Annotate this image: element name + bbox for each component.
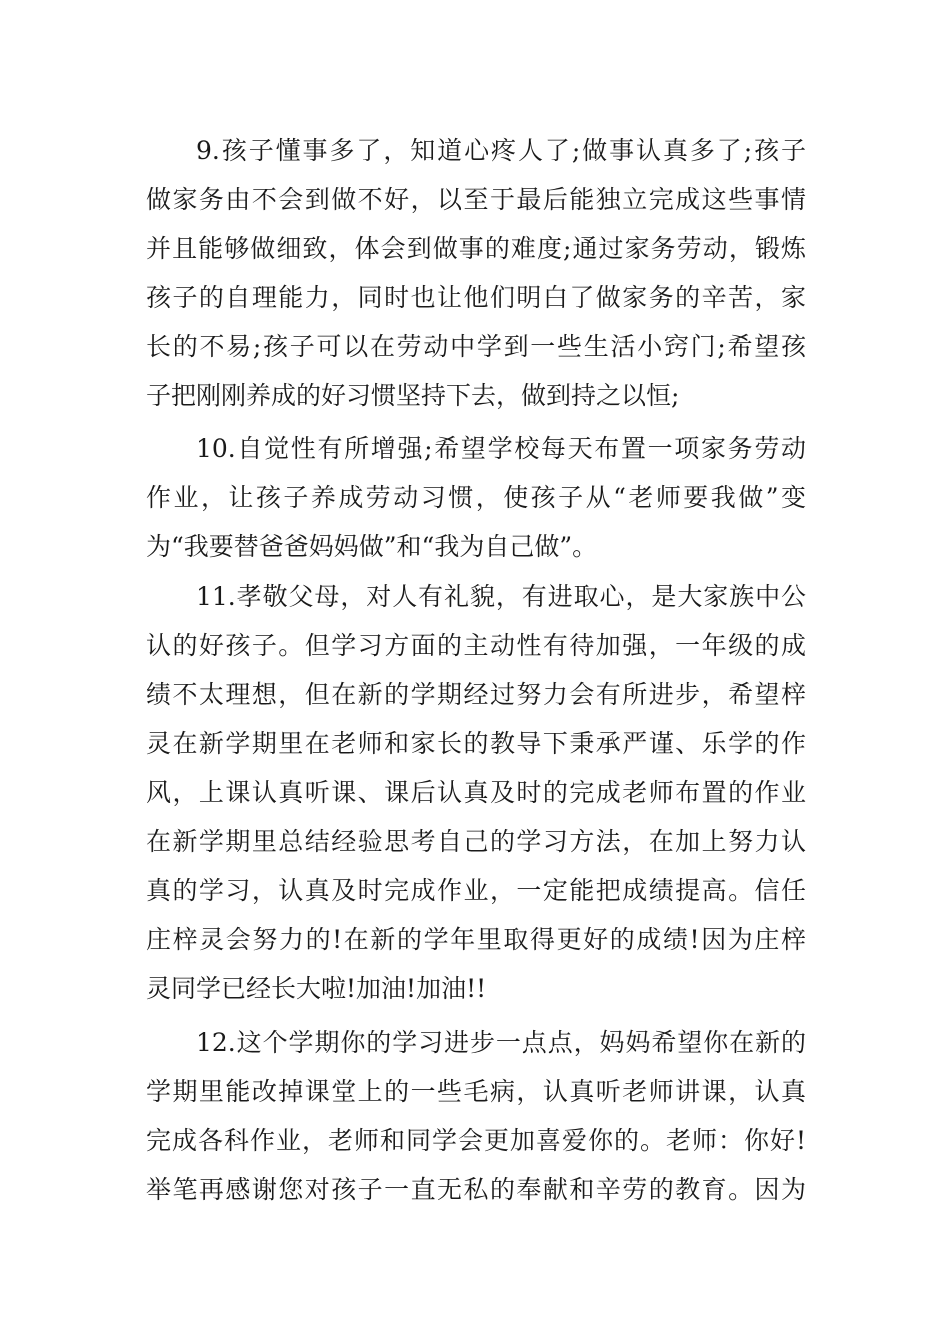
paragraph-12-line-4: 举笔再感谢您对孩子一直无私的奉献和辛劳的教育。因为 [146, 1175, 806, 1204]
paragraph-10-line-2: 作业，让孩子养成劳动习惯，使孩子从“老师要我做”变 [146, 483, 806, 512]
paragraph-11-line-5: 风，上课认真听课、课后认真及时的完成老师布置的作业 [146, 778, 806, 807]
paragraph-11-line-2: 认的好孩子。但学习方面的主动性有待加强，一年级的成 [146, 631, 806, 660]
paragraph-9-line-4: 孩子的自理能力，同时也让他们明白了做家务的辛苦，家 [146, 283, 806, 312]
paragraph-11-line-6: 在新学期里总结经验思考自己的学习方法，在加上努力认 [146, 827, 806, 856]
paragraph-11-line-3: 绩不太理想，但在新的学期经过努力会有所进步，希望梓 [146, 680, 806, 709]
paragraph-9-line-3: 并且能够做细致，体会到做事的难度;通过家务劳动，锻炼 [146, 234, 806, 263]
paragraph-9-line-6: 子把刚刚养成的好习惯坚持下去，做到持之以恒; [146, 381, 680, 410]
paragraph-12-line-1: 12.这个学期你的学习进步一点点，妈妈希望你在新的 [196, 1028, 806, 1057]
paragraph-11-line-4: 灵在新学期里在老师和家长的教导下秉承严谨、乐学的作 [146, 729, 806, 758]
paragraph-10-line-3: 为“我要替爸爸妈妈做”和“我为自己做”。 [146, 532, 598, 561]
paragraph-11-line-7: 真的学习，认真及时完成作业，一定能把成绩提高。信任 [146, 876, 806, 905]
paragraph-11-line-1: 11.孝敬父母，对人有礼貌，有进取心，是大家族中公 [196, 582, 806, 611]
paragraph-10-line-1: 10.自觉性有所增强;希望学校每天布置一项家务劳动 [196, 434, 806, 463]
paragraph-9-line-2: 做家务由不会到做不好，以至于最后能独立完成这些事情 [146, 185, 806, 214]
paragraph-11-line-9: 灵同学已经长大啦!加油!加油!! [146, 974, 487, 1003]
paragraph-12-line-2: 学期里能改掉课堂上的一些毛病，认真听老师讲课，认真 [146, 1077, 806, 1106]
paragraph-9-line-5: 长的不易;孩子可以在劳动中学到一些生活小窍门;希望孩 [146, 332, 806, 361]
paragraph-12-line-3: 完成各科作业，老师和同学会更加喜爱你的。老师：你好! [146, 1126, 806, 1155]
paragraph-9-line-1: 9.孩子懂事多了，知道心疼人了;做事认真多了;孩子 [196, 136, 806, 165]
paragraph-11-line-8: 庄梓灵会努力的!在新的学年里取得更好的成绩!因为庄梓 [146, 925, 806, 954]
